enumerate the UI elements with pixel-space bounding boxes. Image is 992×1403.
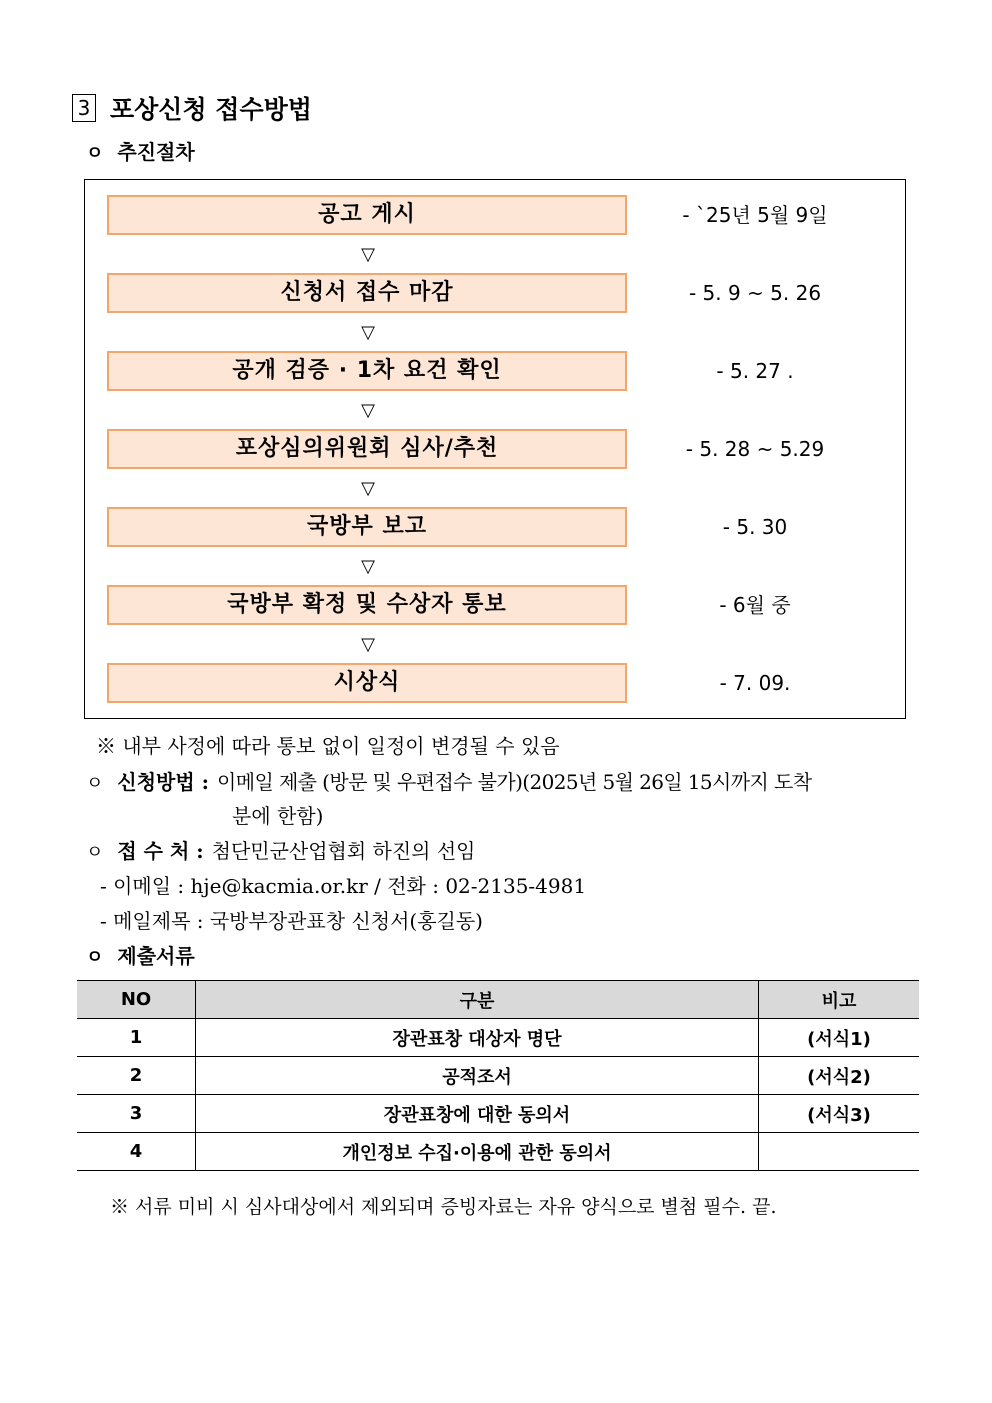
- bullet-icon: ㅇ: [86, 842, 104, 863]
- section-title: [72, 90, 312, 126]
- method-label: 신청방법 :: [117, 770, 210, 794]
- row-no: 3: [77, 1095, 196, 1133]
- table-row: [77, 1057, 919, 1095]
- step-date: - `25년 5월 9일: [682, 203, 828, 227]
- row-remarks: (서식3): [759, 1095, 920, 1133]
- header-category: 구분: [196, 981, 759, 1019]
- step-box: 국방부 확정 및 수상자 통보: [107, 585, 627, 625]
- step-box: 신청서 접수 마감: [107, 273, 627, 313]
- step-date: - 6월 중: [719, 593, 791, 617]
- documents-table: [77, 980, 919, 1171]
- row-no: 2: [77, 1057, 196, 1095]
- method-line: [86, 766, 811, 795]
- row-remarks: (서식1): [759, 1019, 920, 1057]
- step-box: 공고 게시: [107, 195, 627, 235]
- step-date: - 7. 09.: [719, 671, 791, 695]
- table-row: [77, 1095, 919, 1133]
- step-box: 공개 검증 · 1차 요건 확인: [107, 351, 627, 391]
- table-row: [77, 1133, 919, 1171]
- schedule-note: ※ 내부 사정에 따라 통보 없이 일정이 변경될 수 있음: [96, 734, 560, 758]
- receiver-label: 접 수 처 :: [117, 839, 204, 863]
- header-remarks: 비고: [759, 981, 920, 1019]
- receiver-contact: - 이메일 : hje@kacmia.or.kr / 전화 : 02-2135-4981: [100, 874, 587, 898]
- procedure-heading-text: 추진절차: [117, 140, 195, 164]
- row-remarks: [759, 1133, 920, 1171]
- row-remarks: (서식2): [759, 1057, 920, 1095]
- row-no: 1: [77, 1019, 196, 1057]
- documents-heading-text: 제출서류: [117, 944, 195, 968]
- method-text: 이메일 제출 (방문 및 우편접수 불가)(2025년 5월 26일 15시까지 도착: [217, 770, 812, 794]
- bullet-icon: ㅇ: [86, 143, 104, 164]
- down-arrow-icon: ▽: [361, 478, 375, 499]
- mail-subject: - 메일제목 : 국방부장관표창 신청서(홍길동): [100, 909, 483, 933]
- down-arrow-icon: ▽: [361, 244, 375, 265]
- row-category: 개인정보 수집·이용에 관한 동의서: [196, 1133, 759, 1171]
- down-arrow-icon: ▽: [361, 322, 375, 343]
- section-title-text: 포상신청 접수방법: [110, 95, 312, 124]
- step-date: - 5. 28 ~ 5.29: [685, 437, 825, 461]
- row-category: 장관표창 대상자 명단: [196, 1019, 759, 1057]
- procedure-flow: [84, 179, 906, 719]
- receiver-line: [86, 835, 476, 864]
- row-no: 4: [77, 1133, 196, 1171]
- down-arrow-icon: ▽: [361, 634, 375, 655]
- receiver-text: 첨단민군산업협회 하진의 선임: [211, 839, 476, 863]
- documents-heading: [86, 940, 195, 969]
- step-date: - 5. 9 ~ 5. 26: [688, 281, 822, 305]
- procedure-heading: [86, 136, 195, 165]
- footer-note: ※ 서류 미비 시 심사대상에서 제외되며 증빙자료는 자유 양식으로 별첨 필수. 끝.: [110, 1196, 777, 1218]
- step-box: 포상심의위원회 심사/추천: [107, 429, 627, 469]
- bullet-icon: ㅇ: [86, 773, 104, 794]
- bullet-icon: ㅇ: [86, 947, 104, 968]
- row-category: 장관표창에 대한 동의서: [196, 1095, 759, 1133]
- table-header-row: [77, 981, 919, 1019]
- step-date: - 5. 27 .: [716, 359, 794, 383]
- header-no: NO: [77, 981, 196, 1019]
- step-date: - 5. 30: [722, 515, 788, 539]
- section-number: 3: [72, 94, 96, 122]
- method-text-cont: 분에 한함): [232, 804, 324, 828]
- table-row: [77, 1019, 919, 1057]
- row-category: 공적조서: [196, 1057, 759, 1095]
- step-box: 국방부 보고: [107, 507, 627, 547]
- down-arrow-icon: ▽: [361, 400, 375, 421]
- down-arrow-icon: ▽: [361, 556, 375, 577]
- step-box: 시상식: [107, 663, 627, 703]
